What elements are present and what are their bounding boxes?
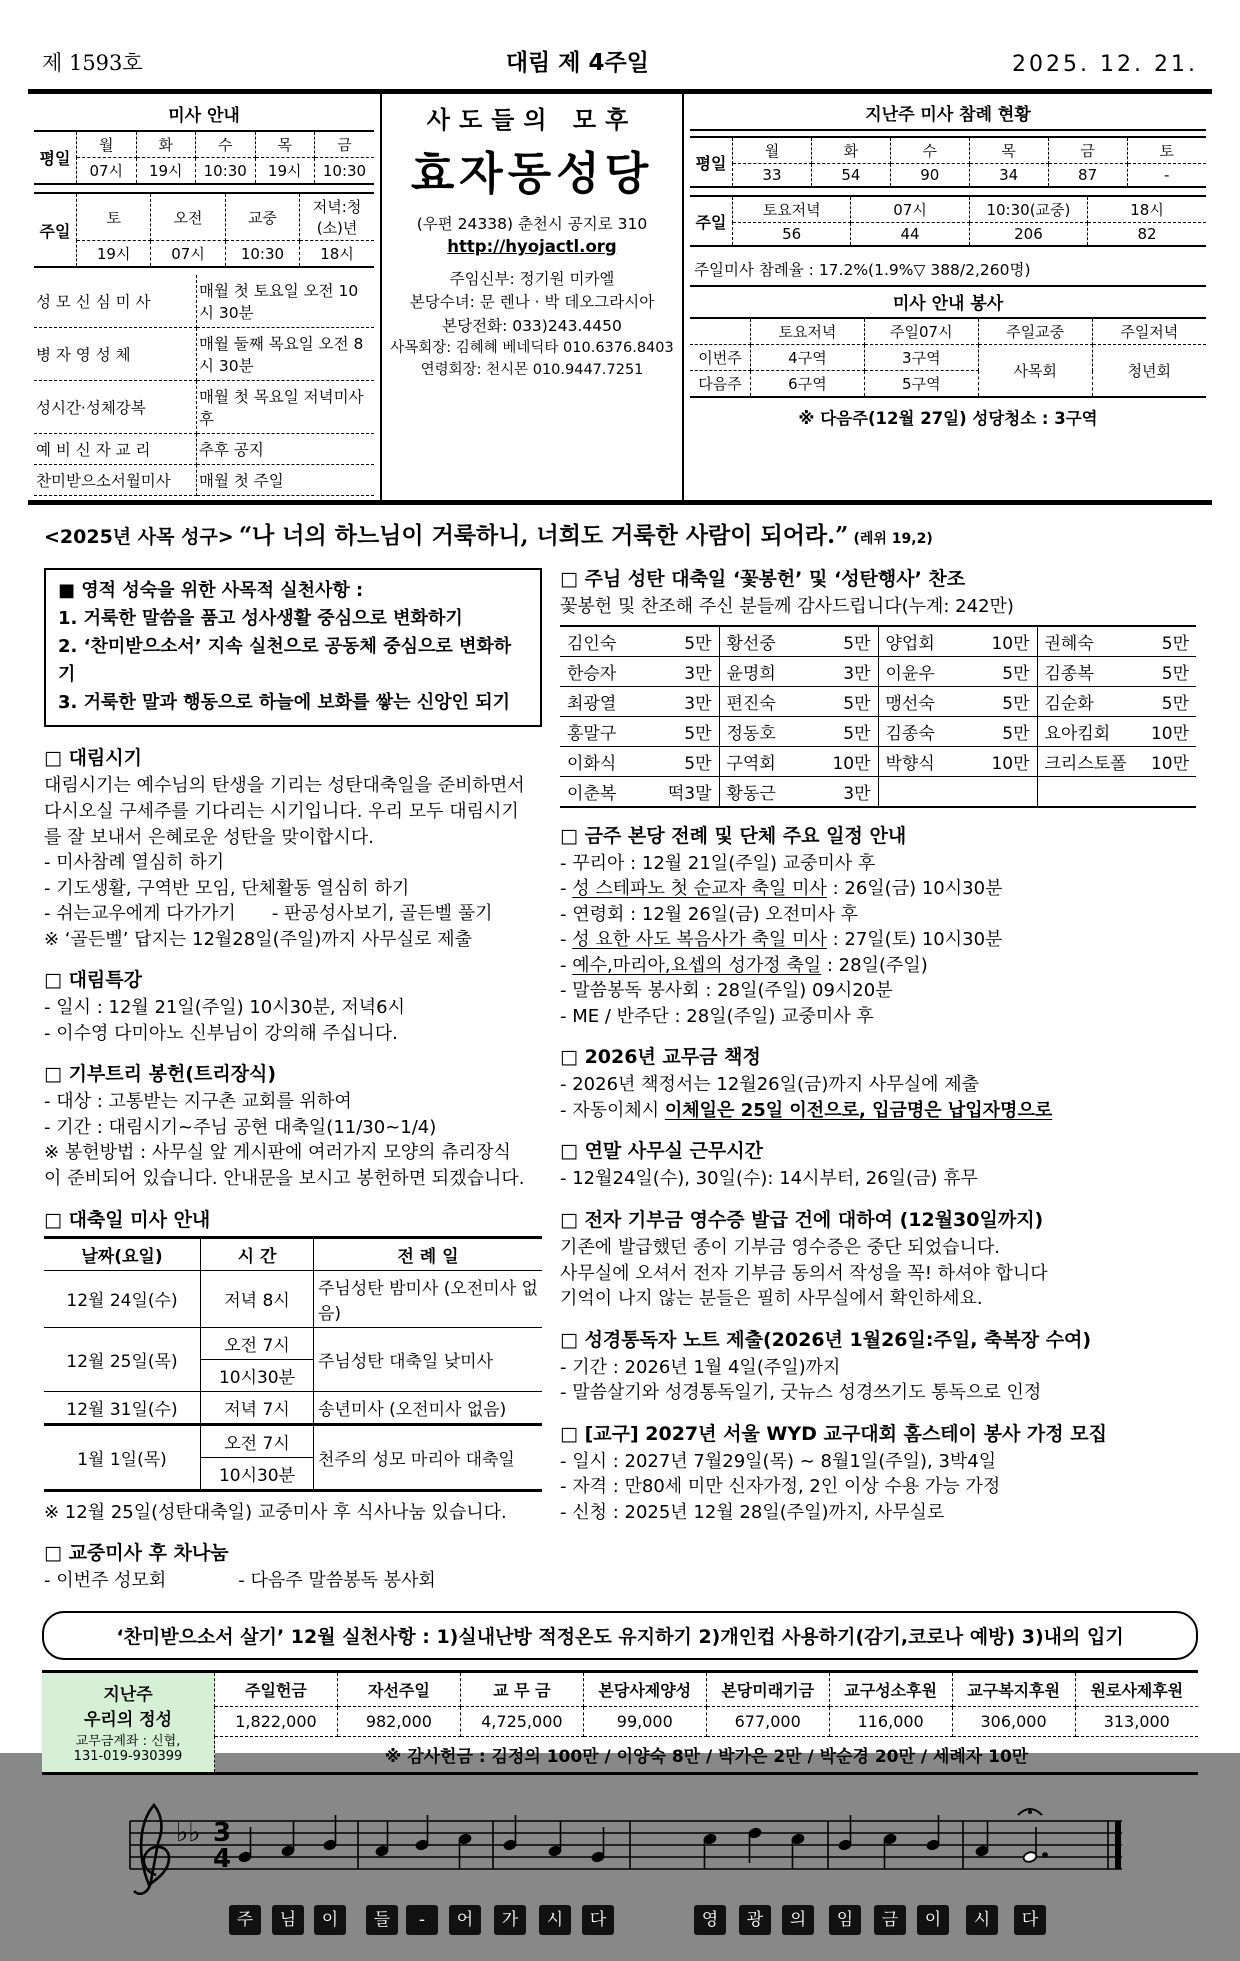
- lyric-syllable: 님: [272, 1905, 304, 1935]
- section-title: □ 주님 성탄 대축일 ‘꽃봉헌’ 및 ‘성탄행사’ 찬조: [560, 568, 966, 590]
- donor: 김순화 5만: [1044, 693, 1189, 714]
- amount-cell: 99,000: [583, 1706, 706, 1736]
- col-header: 교구복지후원: [952, 1671, 1075, 1706]
- mass-info-panel: [28, 94, 380, 500]
- text-line: 기억이 나지 않는 분들은 필히 사무실에서 확인하세요.: [560, 1288, 983, 1310]
- donor: 최광열 3만: [567, 693, 712, 714]
- text-line: 기존에 발급했던 종이 기부금 영수증은 중단 되었습니다.: [560, 1237, 1000, 1259]
- col-header: 자선주일: [337, 1671, 460, 1706]
- church-subtitle: 사도들의 모후: [426, 106, 638, 134]
- issue-date: 2025. 12. 21.: [1012, 52, 1198, 77]
- lyric-syllable: -: [406, 1905, 438, 1935]
- schedule-item: - 예수,마리아,요셉의 성가정 축일 : 28일(주일): [560, 954, 928, 976]
- time-signature-bottom: 4: [212, 1843, 232, 1874]
- donation-table: [560, 625, 1196, 808]
- schedule-item: - 말씀봉독 봉사회 : 28일(주일) 09시20분: [560, 980, 893, 1002]
- donor: 요아킴회 10만: [1044, 723, 1189, 744]
- finance-account-label: 교무금계좌 : 신협,: [75, 1734, 181, 1750]
- lyric-syllable: 광: [739, 1905, 771, 1935]
- finance-left-cell: [42, 1671, 215, 1773]
- cell: 07시: [851, 196, 969, 223]
- donor: 황동근 3만: [726, 783, 871, 804]
- feast-note: ※ 12월 25일(성탄대축일) 교중미사 후 식사나눔 있습니다.: [44, 1501, 507, 1523]
- cell: 4구역: [751, 345, 865, 371]
- section-title: □ 대림특강: [44, 969, 142, 992]
- feast-mass-table: [44, 1236, 542, 1492]
- right-column: [560, 564, 1196, 1607]
- section-receipt: [560, 1205, 1196, 1312]
- cell: 병 자 영 성 체: [34, 328, 197, 381]
- special-mass-table: [34, 275, 374, 496]
- cell: [690, 319, 751, 345]
- text-line: 이 준비되어 있습니다. 안내문을 보시고 봉헌하면 되겠습니다.: [44, 1168, 525, 1190]
- text-line: - 대상 : 고통받는 지구촌 교회를 위하여: [44, 1091, 352, 1113]
- cell: 금: [315, 131, 375, 158]
- cell: 매월 첫 목요일 저녁미사 후: [197, 381, 375, 434]
- section-wyd: [560, 1419, 1196, 1526]
- section-title: □ 성경통독자 노트 제출(2026년 1월26일:주일, 축복장 수여): [560, 1328, 1092, 1351]
- cell: 사목회: [978, 345, 1092, 398]
- cell: 19시: [255, 158, 315, 185]
- text-line: - 기도생활, 구역반 모임, 단체활동 열심히 하기: [44, 877, 410, 899]
- cell: 07시: [77, 158, 137, 185]
- cell: 90: [890, 164, 969, 188]
- top-info-section: [28, 94, 1212, 500]
- practice-item: 1. 거룩한 말씀을 품고 성사생활 중심으로 변화하기: [58, 607, 463, 629]
- cell: 주님성탄 밤미사 (오전미사 없음): [314, 1270, 543, 1327]
- lyric-syllable: 의: [782, 1905, 814, 1935]
- cell: 목: [255, 131, 315, 158]
- cell: 저녁 8시: [201, 1270, 314, 1327]
- attendance-sunday-table: [690, 195, 1206, 247]
- finance-account-number: 131-019-930399: [73, 1749, 183, 1765]
- col-header: 날짜(요일): [44, 1237, 201, 1270]
- cell: 성 모 신 심 미 사: [34, 275, 197, 328]
- section-title: □ 교중미사 후 차나눔: [44, 1542, 229, 1565]
- cell: 10:30: [196, 158, 256, 185]
- text-line: - 미사참례 열심히 하기: [44, 852, 225, 874]
- attendance-weekday-table: [690, 136, 1206, 188]
- lyric-syllable: 이: [314, 1905, 346, 1935]
- cell: 12월 24일(수): [44, 1270, 201, 1327]
- section-bible-reading: [560, 1325, 1196, 1406]
- donor: 이윤우 5만: [885, 663, 1030, 684]
- donor: 김종숙 5만: [885, 723, 1030, 744]
- cell: 1월 1일(목): [44, 1424, 201, 1490]
- lyric-syllable: 어: [449, 1905, 481, 1935]
- motto-quote: “나 너의 하느님이 거룩하니, 너희도 거룩한 사람이 되어라.”: [238, 522, 849, 549]
- cell: 10:30: [225, 241, 299, 268]
- text-line: ※ 봉헌방법 : 사무실 앞 게시판에 여러가지 모양의 츄리장식: [44, 1142, 511, 1164]
- cell: 오전: [151, 193, 225, 241]
- text-line: - 말씀살기와 성경통독일기, 굿뉴스 성경쓰기도 통독으로 인정: [560, 1382, 1042, 1404]
- schedule-item: - 꾸리아 : 12월 21일(주일) 교중미사 후: [560, 852, 876, 874]
- col-header: 교구성소후원: [829, 1671, 952, 1706]
- finance-label: 지난주: [103, 1685, 153, 1706]
- amount-cell: 677,000: [706, 1706, 829, 1736]
- service-title: 미사 안내 봉사: [690, 287, 1206, 319]
- section-title: □ 연말 사무실 근무시간: [560, 1140, 763, 1163]
- text-line: 꽃봉헌 및 찬조해 주신 분들께 감사드립니다(누계: 242만): [560, 596, 1014, 617]
- finance-table: [42, 1670, 1198, 1775]
- row-label: 주일: [34, 193, 77, 267]
- lyric-syllable: 이: [917, 1905, 949, 1935]
- text-line: - 신청 : 2025년 12월 28일(주일)까지, 사무실로: [560, 1501, 945, 1523]
- cell: 07시: [151, 241, 225, 268]
- cell: 6구역: [751, 371, 865, 398]
- col-header: 전 례 일: [314, 1237, 543, 1270]
- cell: 토요저녁: [751, 319, 865, 345]
- left-column: [44, 564, 542, 1607]
- cell: 54: [811, 164, 890, 188]
- donor: 박향식 10만: [885, 753, 1030, 774]
- donor: 황선중 5만: [726, 633, 871, 654]
- text-line: - 일시 : 2027년 7월29일(목) ~ 8월1일(주일), 3박4일: [560, 1450, 997, 1472]
- section-title: □ [교구] 2027년 서울 WYD 교구대회 홈스테이 봉사 가정 모집: [560, 1422, 1107, 1445]
- cell: 34: [969, 164, 1048, 188]
- cell: 206: [969, 223, 1087, 247]
- col-header: 본당사제양성: [583, 1671, 706, 1706]
- laudato-si-banner: ‘찬미받으소서 살기’ 12월 실천사항 : 1)실내난방 적정온도 유지하기 2)개인컵 사용하기(감기,코로나 예방) 3)내의 입기: [42, 1611, 1198, 1660]
- church-website-link[interactable]: http://hyojactl.org: [447, 237, 617, 256]
- donor: 구역회 10만: [726, 753, 871, 774]
- cleaning-note: ※ 다음주(12월 27일) 성당청소 : 3구역: [798, 409, 1098, 428]
- motto-reference: (레위 19,2): [853, 531, 933, 547]
- cell: 87: [1048, 164, 1127, 188]
- cell: 토: [1127, 137, 1206, 164]
- cell: 3구역: [864, 345, 978, 371]
- cell: 다음주: [690, 371, 751, 398]
- page-title: 대림 제 4주일: [505, 50, 649, 76]
- cell: -: [1127, 164, 1206, 188]
- dues-item: - 자동이체시 이체일은 25일 이전으로, 입금명은 납입자명으로: [560, 1099, 1053, 1121]
- schedule-item: - 성 스테파노 첫 순교자 축일 미사 : 26일(금) 10시30분: [560, 878, 1003, 900]
- section-title: □ 2026년 교무금 책정: [560, 1046, 761, 1069]
- contact-line: 주임신부: 정기원 미카엘: [449, 270, 615, 288]
- church-address: (우편 24338) 춘천시 공지로 310: [416, 215, 648, 233]
- attendance-rate: 주일미사 참례율 : 17.2%(1.9%▽ 388/2,260명): [690, 254, 1206, 287]
- row-label: 평일: [690, 137, 733, 187]
- flat-signs: ♭♭: [176, 1817, 201, 1848]
- col-header: 시 간: [201, 1237, 314, 1270]
- motto-label: <2025년 사목 성구>: [44, 526, 234, 548]
- amount-cell: 306,000: [952, 1706, 1075, 1736]
- text-line: - 일시 : 12월 21일(주일) 10시30분, 저녁6시: [44, 997, 405, 1019]
- text-line: - 쉬는교우에게 다가가기 - 판공성사보기, 골든벨 풀기: [44, 903, 493, 925]
- cell: 매월 첫 주일: [197, 465, 375, 496]
- cell: 10시30분: [201, 1457, 314, 1490]
- attendance-title: 지난주 미사 참례 현황: [690, 98, 1206, 131]
- text-line: - 기간 : 2026년 1월 4일(주일)까지: [560, 1356, 841, 1378]
- lyric-syllable: 가: [494, 1905, 526, 1935]
- cell: 오전 7시: [201, 1327, 314, 1359]
- section-feast-mass: [44, 1205, 542, 1526]
- text-line: 대림시기는 예수님의 탄생을 기리는 성탄대축일을 준비하면서: [44, 775, 525, 797]
- donor: 윤명희 3만: [726, 663, 871, 684]
- contact-line: 본당수녀: 문 렌나 · 박 데오그라시아: [409, 293, 655, 312]
- music-staff: [70, 1801, 1170, 1901]
- section-advent: [44, 743, 542, 952]
- donor: 맹선숙 5만: [885, 693, 1030, 714]
- cell: 매월 둘째 목요일 오전 8시 30분: [197, 328, 375, 381]
- cell: 12월 25일(목): [44, 1327, 201, 1391]
- cell: 12월 31일(수): [44, 1391, 201, 1424]
- donor: 양업회 10만: [885, 633, 1030, 654]
- cell: 찬미받으소서월미사: [34, 465, 197, 496]
- cell: 금: [1048, 137, 1127, 164]
- cell: 수: [196, 131, 256, 158]
- cell: 월: [77, 131, 137, 158]
- cell: 10:30: [315, 158, 375, 185]
- dues-item: - 2026년 책정서는 12월26일(금)까지 사무실에 제출: [560, 1074, 979, 1096]
- donor: 이화식 5만: [567, 753, 712, 774]
- text-line: ※ ‘골든벨’ 답지는 12월28일(주일)까지 사무실로 제출: [44, 928, 472, 950]
- service-table: [690, 319, 1206, 398]
- cell: 56: [733, 223, 851, 247]
- donor: 권혜숙 5만: [1044, 633, 1189, 654]
- cell: 5구역: [864, 371, 978, 398]
- lyric-syllable: 시: [966, 1905, 998, 1935]
- text-line: 사무실에 오셔서 전자 기부금 동의서 작성을 꼭! 하셔야 합니다: [560, 1262, 1048, 1284]
- cell: 이번주: [690, 345, 751, 371]
- lyric-syllable: 임: [829, 1905, 861, 1935]
- cell: 청년회: [1092, 345, 1206, 398]
- col-header: 교 무 금: [460, 1671, 583, 1706]
- cell: 18시: [1088, 196, 1206, 223]
- lyric-syllable: 다: [582, 1905, 614, 1935]
- donor: 정동호 5만: [726, 723, 871, 744]
- amount-cell: 1,822,000: [215, 1706, 338, 1736]
- amount-cell: 982,000: [337, 1706, 460, 1736]
- donor: 이춘복 떡3말: [567, 783, 712, 804]
- text-line: - 기간 : 대림시기~주님 공현 대축일(11/30~1/4): [44, 1116, 437, 1138]
- cell: 저녁:청(소)년: [300, 193, 374, 241]
- body-columns: [28, 556, 1212, 1607]
- row-label: 평일: [34, 131, 77, 184]
- lyric-syllable: 다: [1014, 1905, 1046, 1935]
- thanks-offering-note: ※ 감사헌금 : 김정의 100만 / 이양숙 8만 / 박가은 2만 / 박순경 20만 / 세례자 10만: [215, 1736, 1199, 1773]
- section-weekly-schedule: [560, 821, 1196, 1030]
- donor: 홍말구 5만: [567, 723, 712, 744]
- schedule-item: - 연령회 : 12월 26일(금) 오전미사 후: [560, 903, 859, 925]
- cell: 예 비 신 자 교 리: [34, 434, 197, 465]
- col-header: 본당미래기금: [706, 1671, 829, 1706]
- lyric-syllable: 시: [539, 1905, 571, 1935]
- schedule-item: - ME / 반주단 : 28일(주일) 교중미사 후: [560, 1005, 874, 1027]
- section-dues: [560, 1042, 1196, 1123]
- cell: 수: [890, 137, 969, 164]
- cell: 주일07시: [864, 319, 978, 345]
- section-office-hours: [560, 1136, 1196, 1192]
- section-lecture: [44, 965, 542, 1046]
- text-line: - 12월24일(수), 30일(수): 14시부터, 26일(금) 휴무: [560, 1168, 978, 1190]
- cell: 송년미사 (오전미사 없음): [314, 1391, 543, 1424]
- cell: 10:30(교중): [969, 196, 1087, 223]
- amount-cell: 313,000: [1075, 1706, 1198, 1736]
- donor: 크리스토폴 10만: [1044, 753, 1189, 774]
- cell: 44: [851, 223, 969, 247]
- text-line: - 이번주 성모회 - 다음주 말씀봉독 봉사회: [44, 1570, 436, 1592]
- text-line: 다시오실 구세주를 기다리는 시기입니다. 우리 모두 대림시기: [44, 801, 519, 822]
- section-flower-offering: [560, 564, 1196, 808]
- cell: 추후 공지: [197, 434, 375, 465]
- cell: 토요저녁: [733, 196, 851, 223]
- col-header: 주일헌금: [215, 1671, 338, 1706]
- cell: 19시: [136, 158, 196, 185]
- cell: 목: [969, 137, 1048, 164]
- practice-item: 3. 거룩한 말과 행동으로 하늘에 보화를 쌓는 신앙인 되기: [58, 691, 511, 713]
- cell: 매월 첫 토요일 오전 10시 30분: [197, 275, 375, 328]
- cell: 성시간·성체강복: [34, 381, 197, 434]
- treble-clef-icon: [134, 1805, 169, 1894]
- lyric-syllable: 들: [366, 1905, 398, 1935]
- col-header: 원로사제후원: [1075, 1671, 1198, 1706]
- contact-line: 연령회장: 천시몬 010.9447.7251: [420, 361, 644, 378]
- section-title: □ 기부트리 봉헌(트리장식): [44, 1063, 277, 1086]
- donor: 편진숙 5만: [726, 693, 871, 714]
- cell: 19시: [77, 241, 151, 268]
- lyric-syllable: 주: [229, 1905, 261, 1935]
- section-title: □ 대축일 미사 안내: [44, 1208, 211, 1231]
- church-name: 효자동성당: [410, 147, 654, 200]
- cell: 10시30분: [201, 1359, 314, 1391]
- donor: 김종복 5만: [1044, 663, 1189, 684]
- section-tree: [44, 1059, 542, 1191]
- cell: 저녁 7시: [201, 1391, 314, 1424]
- donor: 김인숙 5만: [567, 633, 712, 654]
- cell: 토: [77, 193, 151, 241]
- amount-cell: 4,725,000: [460, 1706, 583, 1736]
- text-line: - 자격 : 만80세 미만 신자가정, 2인 이상 수용 가능 가정: [560, 1476, 1001, 1498]
- contact-line: 본당전화: 033)243.4450: [442, 316, 622, 335]
- cell: 주일저녁: [1092, 319, 1206, 345]
- lyric-syllable: 영: [694, 1905, 726, 1935]
- donor: 한승자 3만: [567, 663, 712, 684]
- cell: 화: [136, 131, 196, 158]
- section-title: □ 금주 본당 전례 및 단체 주요 일정 안내: [560, 824, 907, 847]
- masthead: [28, 44, 1212, 77]
- cell: 월: [733, 137, 812, 164]
- pastoral-motto: [28, 505, 1212, 556]
- section-tea: [44, 1538, 542, 1594]
- church-contacts: [388, 268, 676, 381]
- cell: 교중: [225, 193, 299, 241]
- cell: 33: [733, 164, 812, 188]
- section-title: □ 전자 기부금 영수증 발급 건에 대하여 (12월30일까지): [560, 1209, 1044, 1232]
- attendance-panel: [684, 94, 1212, 500]
- text-line: 를 잘 보내서 은혜로운 성탄을 맞이합시다.: [44, 826, 374, 848]
- practice-item: 2. ‘찬미받으소서’ 지속 실천으로 공동체 중심으로 변화하기: [58, 635, 512, 685]
- schedule-item: - 성 요한 사도 복음사가 축일 미사 : 27일(토) 10시30분: [560, 929, 1003, 951]
- row-label: 주일: [690, 196, 733, 246]
- contact-line: 사목회장: 김혜혜 베네딕타 010.6376.8403: [390, 339, 674, 356]
- mass-info-title: 미사 안내: [168, 106, 240, 126]
- cell: 오전 7시: [201, 1424, 314, 1457]
- cell: 주일교중: [978, 319, 1092, 345]
- practice-box: [44, 568, 542, 727]
- cell: 주님성탄 대축일 낮미사: [314, 1327, 543, 1391]
- amount-cell: 116,000: [829, 1706, 952, 1736]
- sunday-mass-table: [34, 192, 374, 268]
- practice-title: ■ 영적 성숙을 위한 사목적 실천사항 :: [58, 580, 364, 601]
- section-title: □ 대림시기: [44, 747, 142, 770]
- cell: 화: [811, 137, 890, 164]
- weekday-mass-table: [34, 130, 374, 185]
- lyric-syllable: 금: [874, 1905, 906, 1935]
- cell: 천주의 성모 마리아 대축일: [314, 1424, 543, 1490]
- finance-label: 우리의 정성: [83, 1710, 173, 1731]
- time-signature-top: 3: [212, 1817, 232, 1848]
- cell: 82: [1088, 223, 1206, 247]
- issue-number: 제 1593호: [42, 51, 143, 75]
- church-identity-panel: [380, 94, 684, 500]
- text-line: - 이수영 다미아노 신부님이 강의해 주십니다.: [44, 1022, 398, 1044]
- hymn-score: [70, 1801, 1170, 1961]
- cell: 18시: [300, 241, 374, 268]
